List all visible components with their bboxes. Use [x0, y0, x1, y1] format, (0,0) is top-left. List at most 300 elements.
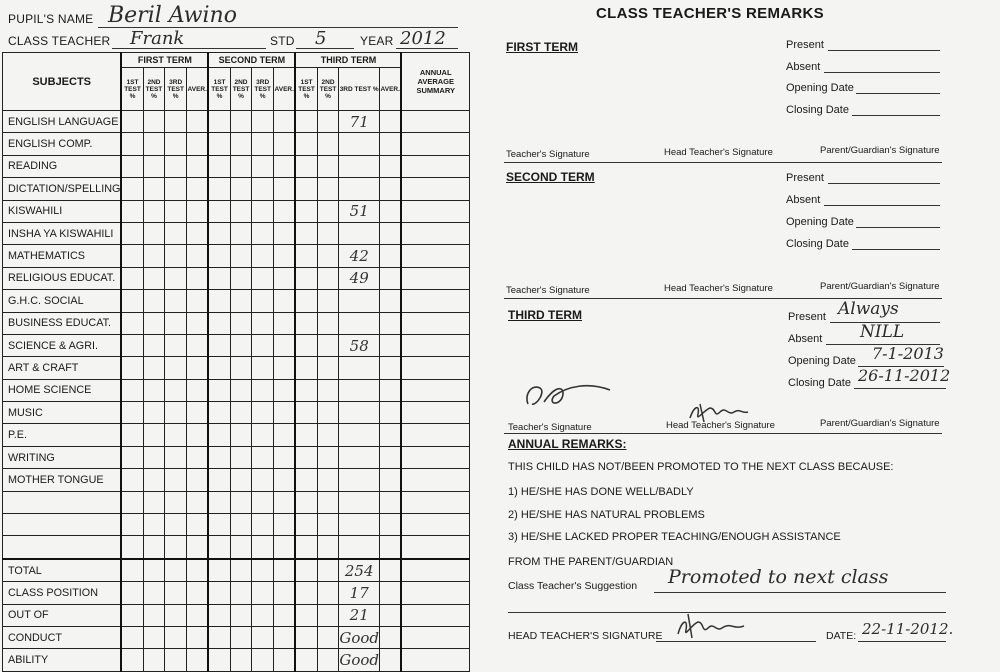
mark-cell — [295, 604, 317, 626]
subject-name: P.E. — [3, 424, 122, 446]
mark-cell — [317, 290, 339, 312]
mark-cell — [121, 559, 143, 582]
subject-name: TOTAL — [3, 559, 122, 582]
year-value: 2012 — [400, 28, 446, 49]
mark-cell — [121, 200, 143, 222]
mark-cell — [274, 446, 296, 468]
mark-cell — [252, 491, 274, 513]
mark-cell — [252, 111, 274, 133]
mark-cell — [274, 245, 296, 267]
mark-cell — [274, 357, 296, 379]
mark-cell — [121, 357, 143, 379]
mark-cell — [230, 155, 252, 177]
annual-average-cell — [401, 111, 469, 133]
annual-average-cell — [401, 469, 469, 491]
mark-cell — [230, 514, 252, 536]
mark-cell — [143, 604, 165, 626]
mark-cell — [252, 626, 274, 648]
mark-cell — [187, 649, 209, 671]
term3-col-2-header: 2ND TEST % — [317, 68, 339, 111]
first-closing-label: Closing Date — [786, 104, 849, 116]
mark-cell — [208, 402, 230, 424]
annual-average-cell — [401, 559, 469, 582]
subject-row — [3, 446, 470, 468]
subject-name: SCIENCE & AGRI. — [3, 334, 122, 356]
mark-cell — [143, 626, 165, 648]
annual-average-cell — [401, 379, 469, 401]
mark-cell — [295, 111, 317, 133]
first-absent-line — [824, 72, 940, 73]
mark-cell — [187, 357, 209, 379]
mark-cell — [295, 626, 317, 648]
subject-row — [3, 290, 470, 312]
mark-cell — [317, 446, 339, 468]
annual-average-cell — [401, 582, 469, 604]
subject-name: WRITING — [3, 446, 122, 468]
third-term-divider — [504, 433, 942, 434]
mark-cell — [295, 357, 317, 379]
head-teacher-final-scribble — [674, 608, 764, 642]
mark-cell — [143, 312, 165, 334]
subject-row — [3, 536, 470, 559]
third-term-mark — [339, 155, 380, 177]
mark-cell — [165, 469, 187, 491]
mark-cell — [230, 649, 252, 671]
mark-cell — [317, 626, 339, 648]
subject-name: DICTATION/SPELLING — [3, 178, 122, 200]
subject-name: MATHEMATICS — [3, 245, 122, 267]
term2-col-2-header: 2ND TEST % — [230, 68, 252, 111]
mark-cell — [208, 267, 230, 289]
subject-name: MOTHER TONGUE — [3, 469, 122, 491]
third-term-mark: 21 — [339, 604, 380, 626]
mark-cell — [187, 222, 209, 244]
mark-cell — [380, 559, 402, 582]
subject-row — [3, 178, 470, 200]
mark-cell — [143, 446, 165, 468]
mark-cell — [230, 267, 252, 289]
mark-cell — [380, 424, 402, 446]
mark-cell — [295, 559, 317, 582]
mark-cell — [143, 379, 165, 401]
subject-row — [3, 379, 470, 401]
mark-cell — [252, 267, 274, 289]
promotion-statement: THIS CHILD HAS NOT/BEEN PROMOTED TO THE NEXT CLASS BECAUSE: — [508, 461, 894, 473]
third-head-signature: Head Teacher's Signature — [666, 420, 775, 431]
mark-cell — [274, 424, 296, 446]
reason-3: 3) HE/SHE LACKED PROPER TEACHING/ENOUGH ASSISTANCE — [508, 531, 841, 543]
mark-cell — [165, 200, 187, 222]
mark-cell — [295, 222, 317, 244]
mark-cell — [295, 155, 317, 177]
first-present-label: Present — [786, 39, 824, 51]
annual-average-cell — [401, 178, 469, 200]
subject-name: READING — [3, 155, 122, 177]
mark-cell — [380, 536, 402, 559]
mark-cell — [252, 424, 274, 446]
mark-cell — [252, 514, 274, 536]
mark-cell — [187, 446, 209, 468]
mark-cell — [187, 178, 209, 200]
first-parent-signature: Parent/Guardian's Signature — [820, 145, 940, 156]
pupil-name-value: Beril Awino — [108, 3, 237, 28]
mark-cell — [165, 357, 187, 379]
third-term-mark — [339, 424, 380, 446]
third-closing-value: 26-11-2012 — [858, 366, 951, 385]
mark-cell — [317, 133, 339, 155]
mark-cell — [274, 200, 296, 222]
annual-average-cell — [401, 245, 469, 267]
mark-cell — [208, 178, 230, 200]
mark-cell — [230, 582, 252, 604]
third-term-mark — [339, 469, 380, 491]
subject-name: MUSIC — [3, 402, 122, 424]
subject-name: HOME SCIENCE — [3, 379, 122, 401]
pupil-name-label: PUPIL'S NAME — [8, 12, 94, 26]
mark-cell — [317, 649, 339, 671]
mark-cell — [317, 334, 339, 356]
mark-cell — [121, 649, 143, 671]
std-value: 5 — [315, 28, 327, 49]
mark-cell — [295, 424, 317, 446]
third-term-mark: 58 — [339, 334, 380, 356]
mark-cell — [121, 582, 143, 604]
subject-row — [3, 582, 470, 604]
mark-cell — [208, 491, 230, 513]
mark-cell — [121, 155, 143, 177]
subject-row — [3, 245, 470, 267]
mark-cell — [187, 559, 209, 582]
mark-cell — [187, 469, 209, 491]
reason-2: 2) HE/SHE HAS NATURAL PROBLEMS — [508, 509, 705, 521]
mark-cell — [317, 469, 339, 491]
mark-cell — [121, 379, 143, 401]
annual-average-cell — [401, 267, 469, 289]
mark-cell — [380, 334, 402, 356]
mark-cell — [380, 155, 402, 177]
mark-cell — [252, 155, 274, 177]
mark-cell — [380, 649, 402, 671]
subject-row — [3, 222, 470, 244]
mark-cell — [252, 469, 274, 491]
first-term-divider — [504, 162, 942, 163]
mark-cell — [230, 245, 252, 267]
mark-cell — [121, 178, 143, 200]
first-absent-label: Absent — [786, 61, 821, 73]
mark-cell — [208, 111, 230, 133]
first-term-label: FIRST TERM — [506, 40, 578, 54]
third-parent-signature: Parent/Guardian's Signature — [820, 418, 940, 429]
mark-cell — [380, 245, 402, 267]
mark-cell — [274, 290, 296, 312]
third-term-mark — [339, 357, 380, 379]
first-teacher-signature: Teacher's Signature — [506, 149, 590, 160]
mark-cell — [187, 245, 209, 267]
mark-cell — [252, 312, 274, 334]
mark-cell — [165, 379, 187, 401]
mark-cell — [317, 491, 339, 513]
annual-average-cell — [401, 334, 469, 356]
mark-cell — [208, 446, 230, 468]
mark-cell — [187, 536, 209, 559]
mark-cell — [143, 200, 165, 222]
subject-row — [3, 312, 470, 334]
subject-row — [3, 514, 470, 536]
mark-cell — [143, 133, 165, 155]
mark-cell — [208, 334, 230, 356]
mark-cell — [165, 222, 187, 244]
mark-cell — [208, 312, 230, 334]
mark-cell — [208, 626, 230, 648]
mark-cell — [295, 402, 317, 424]
mark-cell — [143, 245, 165, 267]
subject-name: CONDUCT — [3, 626, 122, 648]
subject-row — [3, 626, 470, 648]
third-term-mark: 71 — [339, 111, 380, 133]
mark-cell — [274, 267, 296, 289]
mark-cell — [295, 446, 317, 468]
mark-cell — [208, 222, 230, 244]
first-closing-line — [852, 115, 940, 116]
subject-name — [3, 491, 122, 513]
mark-cell — [143, 334, 165, 356]
mark-cell — [317, 379, 339, 401]
mark-cell — [274, 178, 296, 200]
mark-cell — [380, 312, 402, 334]
mark-cell — [274, 155, 296, 177]
year-label: YEAR — [360, 34, 394, 48]
mark-cell — [252, 178, 274, 200]
mark-cell — [187, 290, 209, 312]
term2-col-1-header: 1ST TEST % — [208, 68, 230, 111]
mark-cell — [295, 514, 317, 536]
mark-cell — [295, 267, 317, 289]
second-opening-label: Opening Date — [786, 216, 854, 228]
subject-row — [3, 267, 470, 289]
class-teacher-value: Frank — [130, 28, 185, 49]
mark-cell — [230, 469, 252, 491]
mark-cell — [187, 267, 209, 289]
mark-cell — [121, 267, 143, 289]
mark-cell — [380, 111, 402, 133]
second-absent-line — [824, 205, 940, 206]
mark-cell — [165, 559, 187, 582]
mark-cell — [165, 446, 187, 468]
mark-cell — [208, 604, 230, 626]
mark-cell — [252, 604, 274, 626]
third-term-mark — [339, 379, 380, 401]
remarks-title: CLASS TEACHER'S REMARKS — [596, 5, 824, 22]
mark-cell — [317, 312, 339, 334]
mark-cell — [230, 604, 252, 626]
mark-cell — [274, 559, 296, 582]
mark-cell — [187, 424, 209, 446]
second-absent-label: Absent — [786, 194, 821, 206]
mark-cell — [165, 312, 187, 334]
mark-cell — [274, 491, 296, 513]
mark-cell — [380, 290, 402, 312]
mark-cell — [121, 469, 143, 491]
mark-cell — [317, 155, 339, 177]
mark-cell — [274, 514, 296, 536]
mark-cell — [187, 334, 209, 356]
term1-col-1-header: 1ST TEST % — [121, 68, 143, 111]
mark-cell — [295, 536, 317, 559]
mark-cell — [380, 357, 402, 379]
mark-cell — [295, 334, 317, 356]
first-opening-label: Opening Date — [786, 82, 854, 94]
third-closing-label: Closing Date — [788, 377, 851, 389]
third-present-label: Present — [788, 311, 826, 323]
mark-cell — [230, 446, 252, 468]
annual-average-cell — [401, 133, 469, 155]
mark-cell — [208, 582, 230, 604]
mark-cell — [143, 178, 165, 200]
mark-cell — [121, 111, 143, 133]
mark-cell — [274, 469, 296, 491]
mark-cell — [208, 469, 230, 491]
mark-cell — [143, 424, 165, 446]
date-line — [858, 641, 946, 642]
mark-cell — [252, 133, 274, 155]
mark-cell — [143, 402, 165, 424]
mark-cell — [208, 649, 230, 671]
mark-cell — [165, 536, 187, 559]
third-term-mark — [339, 446, 380, 468]
mark-cell — [208, 357, 230, 379]
mark-cell — [317, 402, 339, 424]
subject-name: OUT OF — [3, 604, 122, 626]
mark-cell — [274, 379, 296, 401]
third-present-value: Always — [838, 299, 899, 319]
mark-cell — [187, 514, 209, 536]
third-teacher-signature: Teacher's Signature — [508, 422, 592, 433]
annual-average-cell — [401, 200, 469, 222]
mark-cell — [208, 200, 230, 222]
annual-average-cell — [401, 491, 469, 513]
mark-cell — [230, 334, 252, 356]
annual-average-cell — [401, 626, 469, 648]
third-absent-label: Absent — [788, 333, 823, 345]
mark-cell — [208, 514, 230, 536]
mark-cell — [165, 290, 187, 312]
mark-cell — [380, 582, 402, 604]
mark-cell — [230, 200, 252, 222]
annual-average-cell — [401, 649, 469, 671]
subject-name — [3, 514, 122, 536]
subject-row — [3, 649, 470, 671]
mark-cell — [187, 111, 209, 133]
first-present-line — [828, 50, 940, 51]
third-term-mark: 42 — [339, 245, 380, 267]
mark-cell — [187, 155, 209, 177]
mark-cell — [165, 491, 187, 513]
third-term-mark — [339, 290, 380, 312]
suggestion-line — [654, 592, 946, 593]
third-term-mark — [339, 402, 380, 424]
mark-cell — [165, 245, 187, 267]
mark-cell — [143, 357, 165, 379]
mark-cell — [252, 582, 274, 604]
mark-cell — [208, 379, 230, 401]
from-parent-text: FROM THE PARENT/GUARDIAN — [508, 556, 674, 568]
mark-cell — [165, 649, 187, 671]
mark-cell — [380, 267, 402, 289]
mark-cell — [295, 245, 317, 267]
teacher-signature-scribble — [518, 374, 618, 414]
mark-cell — [380, 446, 402, 468]
mark-cell — [380, 379, 402, 401]
term3-col-1-header: 1ST TEST % — [295, 68, 317, 111]
mark-cell — [317, 222, 339, 244]
mark-cell — [295, 379, 317, 401]
head-teacher-signature-label: HEAD TEACHER'S SIGNATURE — [508, 630, 663, 642]
mark-cell — [380, 491, 402, 513]
mark-cell — [143, 155, 165, 177]
mark-cell — [230, 424, 252, 446]
mark-cell — [230, 222, 252, 244]
term1-col-2-header: 2ND TEST % — [143, 68, 165, 111]
mark-cell — [274, 649, 296, 671]
term1-col-4-header: AVER. — [187, 68, 209, 111]
mark-cell — [165, 514, 187, 536]
mark-cell — [295, 469, 317, 491]
mark-cell — [317, 604, 339, 626]
mark-cell — [230, 626, 252, 648]
mark-cell — [274, 582, 296, 604]
third-absent-value: NILL — [860, 322, 905, 342]
third-term-header: THIRD TERM — [295, 53, 401, 68]
suggestion-value: Promoted to next class — [668, 566, 889, 588]
mark-cell — [121, 604, 143, 626]
mark-cell — [187, 379, 209, 401]
mark-cell — [380, 514, 402, 536]
mark-cell — [165, 334, 187, 356]
mark-cell — [295, 178, 317, 200]
second-closing-line — [852, 249, 940, 250]
mark-cell — [208, 424, 230, 446]
annual-average-cell — [401, 424, 469, 446]
mark-cell — [317, 267, 339, 289]
first-head-signature: Head Teacher's Signature — [664, 147, 773, 158]
mark-cell — [187, 402, 209, 424]
mark-cell — [274, 312, 296, 334]
mark-cell — [121, 424, 143, 446]
mark-cell — [165, 582, 187, 604]
mark-cell — [187, 626, 209, 648]
marks-page — [0, 0, 470, 670]
third-closing-line — [854, 388, 946, 389]
mark-cell — [230, 312, 252, 334]
mark-cell — [230, 402, 252, 424]
second-opening-line — [856, 227, 940, 228]
subject-name: ENGLISH LANGUAGE — [3, 111, 122, 133]
mark-cell — [165, 178, 187, 200]
third-opening-label: Opening Date — [788, 355, 856, 367]
third-term-mark: Good — [339, 626, 380, 648]
subject-name: INSHA YA KISWAHILI — [3, 222, 122, 244]
std-label: STD — [270, 34, 295, 48]
mark-cell — [208, 133, 230, 155]
mark-cell — [121, 514, 143, 536]
subject-name: CLASS POSITION — [3, 582, 122, 604]
subject-name — [3, 536, 122, 559]
annual-average-cell — [401, 357, 469, 379]
third-term-mark — [339, 133, 380, 155]
mark-cell — [187, 604, 209, 626]
subject-row — [3, 424, 470, 446]
mark-cell — [230, 536, 252, 559]
